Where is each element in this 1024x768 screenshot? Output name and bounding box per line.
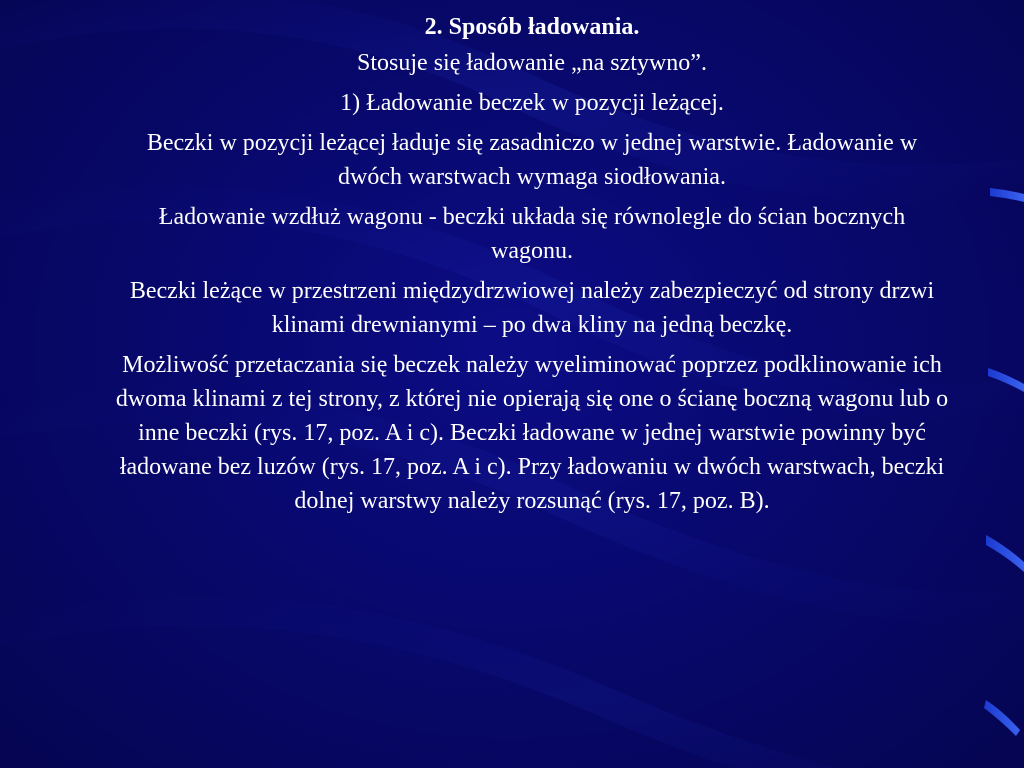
paragraph-along-wagon: Ładowanie wzdłuż wagonu - beczki układa się równolegle do ścian bocznych wagonu. (158, 204, 906, 264)
paragraph-method: Stosuje się ładowanie „na sztywno”. (357, 50, 707, 76)
paragraph-door-space: Beczki leżące w przestrzeni międzydrzwiowej należy zabezpieczyć od strony drzwi klinami drewnianymi – po dwa kliny na jedną beczkę. (129, 278, 935, 338)
slide-content (92, 10, 972, 524)
paragraph-rolling-prevention: Możliwość przetaczania się beczek należy wyeliminować poprzez podklinowanie ich dwoma klinami z tej strony, z której nie opierają się one o ścianę boczną wagonu lub o inne beczki (rys. 17, poz. A i c). Beczki ładowane w jednej warstwie powinny być ładowane bez luzów (rys. 17, poz. A i c). Przy ładowaniu w dwóch warstwach, beczki dolnej warstwy należy rozsunąć (rys. 17, poz. B). (115, 352, 949, 514)
slide-heading: 2. Sposób ładowania. (424, 14, 640, 40)
paragraph-lying-position: 1) Ładowanie beczek w pozycji leżącej. (340, 90, 724, 116)
paragraph-single-layer: Beczki w pozycji leżącej ładuje się zasadniczo w jednej warstwie. Ładowanie w dwóch warstwach wymaga siodłowania. (146, 130, 918, 190)
